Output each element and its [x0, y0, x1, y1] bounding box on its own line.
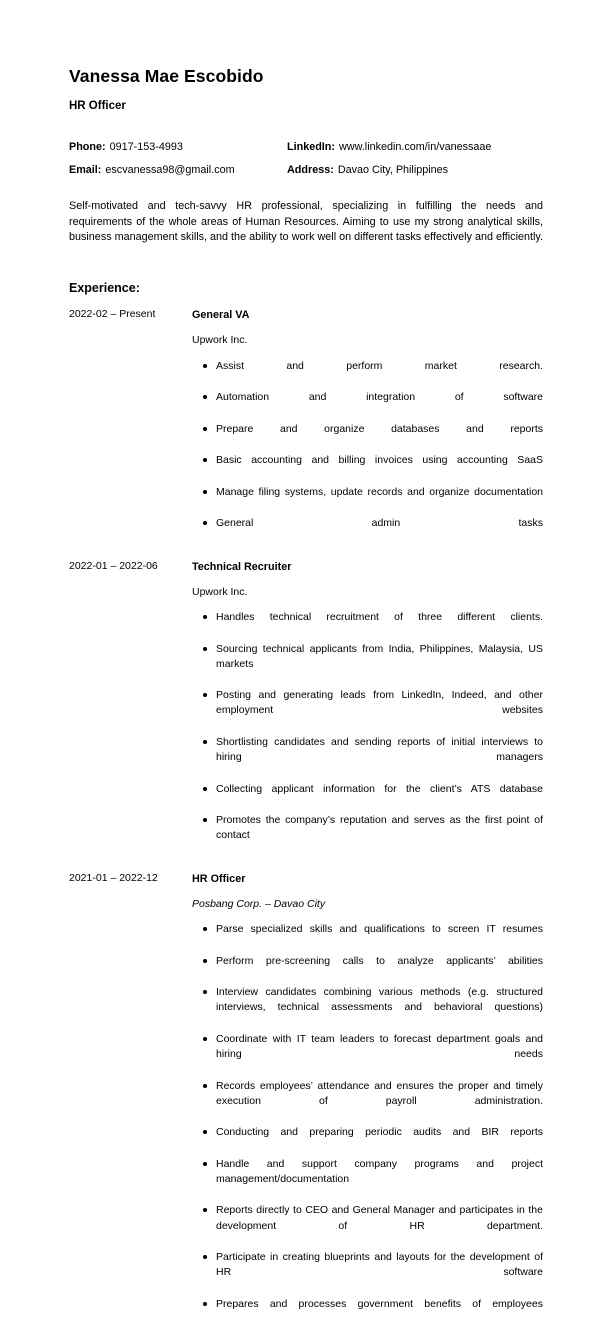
phone-label: Phone: [69, 140, 106, 153]
bullet-text: Parse specialized skills and qualifications to screen IT resumes [216, 923, 543, 936]
email-value[interactable]: escvanessa98@gmail.com [105, 164, 235, 177]
list-item [192, 1250, 543, 1296]
experience-details [192, 872, 543, 1327]
bullet-icon [203, 985, 207, 989]
experience-list [69, 308, 543, 1327]
candidate-name: Vanessa Mae Escobido [69, 66, 264, 86]
list-item [192, 485, 543, 515]
bullet-text: Handles technical recruitment of three different clients. [216, 611, 543, 624]
experience-dates: 2022-01 – 2022-06 [69, 559, 158, 572]
contact-phone [69, 141, 287, 154]
list-item [192, 735, 543, 781]
bullet-text: Posting and generating leads from LinkedIn, Indeed, and other employment websites [216, 689, 543, 717]
experience-details [192, 308, 543, 546]
phone-value: 0917-153-4993 [109, 140, 183, 153]
address-label: Address: [287, 164, 334, 177]
list-item [192, 422, 543, 452]
bullet-icon [203, 1032, 207, 1036]
bullet-text: Records employees’ attendance and ensures the proper and timely execution of payroll administration. [216, 1079, 543, 1107]
address-value: Davao City, Philippines [337, 164, 449, 177]
bullet-icon [203, 813, 207, 817]
contact-block [69, 141, 543, 178]
email-label: Email: [69, 164, 102, 177]
experience-entry [69, 560, 543, 859]
list-item [192, 688, 543, 734]
bullet-icon [203, 1203, 207, 1207]
bullet-text: Shortlisting candidates and sending reports of initial interviews to hiring managers [216, 735, 543, 764]
experience-bullets [192, 922, 543, 1327]
list-item [192, 453, 543, 483]
candidate-role: HR Officer [69, 100, 126, 112]
list-item [192, 954, 543, 984]
bullet-icon [203, 1125, 207, 1129]
bullet-text: Automation and integration of software [216, 391, 543, 404]
bullet-text: Perform pre-screening calls to analyze applicants’ abilities [216, 954, 543, 967]
experience-details [192, 560, 543, 859]
list-item [192, 359, 543, 389]
professional-summary: Self-motivated and tech-savvy HR professional, specializing in fulfilling the needs and requirements of the whole areas of Human Resources. Aiming to use my strong analytical skills, business management skills, and the ability to work well on different tasks effectively and efficiently. [69, 199, 543, 244]
list-item [192, 1032, 543, 1078]
list-item [192, 922, 543, 952]
experience-dates: 2021-01 – 2022-12 [69, 871, 158, 884]
bullet-icon [203, 1297, 207, 1301]
bullet-icon [203, 359, 207, 363]
list-item [192, 813, 543, 859]
experience-company: Upwork Inc. [192, 585, 248, 598]
bullet-text: Reports directly to CEO and General Manager and participates in the development of HR department. [216, 1204, 543, 1232]
bullet-text: Basic accounting and billing invoices using accounting SaaS [216, 454, 543, 467]
bullet-icon [203, 516, 207, 520]
list-item [192, 782, 543, 812]
linkedin-label: LinkedIn: [287, 140, 335, 153]
bullet-icon [203, 390, 207, 394]
bullet-text: Manage filing systems, update records and organize documentation [216, 485, 543, 498]
bullet-text: Interview candidates combining various methods (e.g. structured interviews, technical assessments and behavioral questions) [216, 986, 543, 1014]
list-item [192, 1079, 543, 1125]
list-item [192, 642, 543, 688]
bullet-text: Sourcing technical applicants from India, Philippines, Malaysia, US markets [216, 642, 543, 670]
experience-dates: 2022-02 – Present [69, 308, 156, 321]
bullet-text: Promotes the company’s reputation and serves as the first point of contact [216, 814, 543, 842]
bullet-icon [203, 1250, 207, 1254]
list-item [192, 1203, 543, 1249]
contact-linkedin[interactable] [287, 141, 543, 154]
contact-row [69, 164, 543, 177]
bullet-icon [203, 453, 207, 457]
bullet-text: Prepare and organize databases and reports [216, 422, 543, 435]
experience-company: Posbang Corp. – Davao City [192, 897, 326, 910]
list-item [192, 1125, 543, 1155]
contact-address [287, 164, 543, 177]
bullet-text: General admin tasks [216, 517, 543, 530]
contact-row [69, 141, 543, 154]
bullet-text: Coordinate with IT team leaders to forecast department goals and hiring needs [216, 1032, 543, 1061]
experience-bullets [192, 359, 543, 547]
bullet-icon [203, 422, 207, 426]
bullet-icon [203, 782, 207, 786]
bullet-icon [203, 610, 207, 614]
bullet-text: Collecting applicant information for the client’s ATS database [216, 782, 543, 795]
bullet-icon [203, 688, 207, 692]
bullet-icon [203, 1079, 207, 1083]
experience-bullets [192, 610, 543, 859]
list-item [192, 1297, 543, 1327]
bullet-icon [203, 922, 207, 926]
bullet-text: Prepares and processes government benefits of employees [216, 1297, 543, 1310]
list-item [192, 1157, 543, 1203]
experience-company: Upwork Inc. [192, 334, 248, 347]
resume-header [69, 66, 543, 114]
bullet-icon [203, 642, 207, 646]
list-item [192, 610, 543, 640]
bullet-text: Conducting and preparing periodic audits and BIR reports [216, 1126, 543, 1139]
bullet-icon [203, 954, 207, 958]
experience-entry [69, 872, 543, 1327]
bullet-icon [203, 1157, 207, 1161]
bullet-icon [203, 485, 207, 489]
list-item [192, 516, 543, 546]
list-item [192, 985, 543, 1031]
experience-job-title: Technical Recruiter [192, 560, 292, 573]
bullet-text: Assist and perform market research. [216, 359, 543, 372]
experience-job-title: General VA [192, 309, 250, 322]
contact-email[interactable] [69, 164, 287, 177]
list-item [192, 390, 543, 420]
bullet-text: Handle and support company programs and project management/documentation [216, 1157, 543, 1185]
linkedin-value[interactable]: www.linkedin.com/in/vanessaae [339, 140, 492, 153]
experience-job-title: HR Officer [192, 872, 246, 885]
section-heading-experience: Experience: [69, 281, 140, 296]
resume-content [69, 66, 543, 1327]
experience-entry [69, 308, 543, 546]
bullet-icon [203, 735, 207, 739]
bullet-text: Participate in creating blueprints and layouts for the development of HR software [216, 1250, 543, 1279]
